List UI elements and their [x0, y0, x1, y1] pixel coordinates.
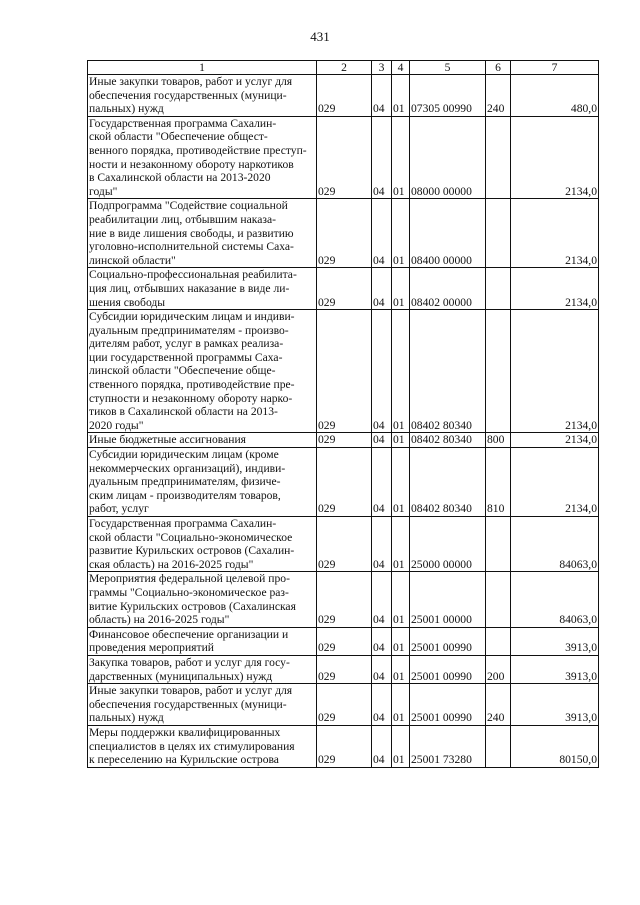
row-name: Субсидии юридическим лицам (кроме некоммерческих организаций), индиви- дуальным предпринимателям, физиче- ским лицам - производителям товаров, работ, услуг: [88, 448, 317, 517]
row-target-code: 08402 80340: [410, 448, 486, 517]
row-ministry-code: 029: [317, 433, 372, 448]
row-expense-type: 200: [486, 655, 511, 683]
row-expense-type: 810: [486, 448, 511, 517]
row-ministry-code: 029: [317, 572, 372, 627]
row-section-code: 04: [372, 268, 392, 310]
row-subsection-code: 01: [392, 448, 410, 517]
table-row: [88, 268, 599, 310]
row-subsection-code: 01: [392, 75, 410, 117]
row-name: Государственная программа Сахалин- ской области "Обеспечение общест- венного порядка, противодействие преступ- ности и незаконному обороту наркотиков в Сахалинской области на 2013-2020 годы": [88, 116, 317, 199]
row-target-code: 08400 00000: [410, 199, 486, 268]
row-amount: 2134,0: [511, 448, 599, 517]
row-section-code: 04: [372, 572, 392, 627]
table-row: [88, 310, 599, 433]
row-subsection-code: 01: [392, 655, 410, 683]
row-target-code: 25001 00990: [410, 627, 486, 655]
row-expense-type: [486, 199, 511, 268]
row-name: Иные бюджетные ассигнования: [88, 433, 317, 448]
row-ministry-code: 029: [317, 268, 372, 310]
row-target-code: 08402 80340: [410, 310, 486, 433]
header-cell-name: 1: [88, 61, 317, 75]
row-name: Государственная программа Сахалин- ской области "Социально-экономическое развитие Курильских островов (Сахалин- ская область) на 2016-2025 годы": [88, 517, 317, 572]
row-section-code: 04: [372, 655, 392, 683]
row-subsection-code: 01: [392, 572, 410, 627]
table-row: [88, 433, 599, 448]
row-expense-type: 800: [486, 433, 511, 448]
row-amount: 3913,0: [511, 627, 599, 655]
row-section-code: 04: [372, 116, 392, 199]
row-expense-type: 240: [486, 75, 511, 117]
row-section-code: 04: [372, 517, 392, 572]
row-section-code: 04: [372, 75, 392, 117]
row-amount: 3913,0: [511, 684, 599, 726]
row-expense-type: [486, 627, 511, 655]
row-subsection-code: 01: [392, 725, 410, 767]
row-section-code: 04: [372, 199, 392, 268]
row-name: Социально-профессиональная реабилита- ция лиц, отбывших наказание в виде ли- шения свободы: [88, 268, 317, 310]
row-expense-type: [486, 572, 511, 627]
budget-table: [87, 60, 599, 768]
row-target-code: 25001 00990: [410, 684, 486, 726]
row-amount: 2134,0: [511, 116, 599, 199]
page-number: 431: [310, 29, 330, 44]
row-amount: 80150,0: [511, 725, 599, 767]
row-ministry-code: 029: [317, 310, 372, 433]
row-section-code: 04: [372, 725, 392, 767]
row-ministry-code: 029: [317, 684, 372, 726]
table-row: [88, 199, 599, 268]
table-row: [88, 448, 599, 517]
row-target-code: 25001 00990: [410, 655, 486, 683]
row-expense-type: 240: [486, 684, 511, 726]
header-row: [88, 61, 599, 75]
row-ministry-code: 029: [317, 627, 372, 655]
header-cell-subsection: 4: [392, 61, 410, 75]
row-section-code: 04: [372, 684, 392, 726]
row-expense-type: [486, 725, 511, 767]
row-amount: 3913,0: [511, 655, 599, 683]
row-name: Финансовое обеспечение организации и проведения мероприятий: [88, 627, 317, 655]
header-cell-amount: 7: [511, 61, 599, 75]
row-amount: 84063,0: [511, 572, 599, 627]
row-subsection-code: 01: [392, 116, 410, 199]
row-ministry-code: 029: [317, 517, 372, 572]
header-cell-target: 5: [410, 61, 486, 75]
table-row: [88, 75, 599, 117]
row-name: Субсидии юридическим лицам и индиви- дуальным предпринимателям - произво- дителям работ, услуг в рамках реализа- ции государственной программы Саха- линской области "Обеспечение обще- ственного порядка, противодействие пре- ступности и незаконному обороту нарко- тиков в Сахалинской области на 2013- 2020 годы": [88, 310, 317, 433]
header-cell-ministry: 2: [317, 61, 372, 75]
table-row: [88, 572, 599, 627]
row-target-code: 07305 00990: [410, 75, 486, 117]
row-amount: 84063,0: [511, 517, 599, 572]
row-amount: 2134,0: [511, 433, 599, 448]
row-target-code: 25001 73280: [410, 725, 486, 767]
row-target-code: 08000 00000: [410, 116, 486, 199]
row-ministry-code: 029: [317, 725, 372, 767]
row-name: Иные закупки товаров, работ и услуг для обеспечения государственных (муници- пальных) нужд: [88, 75, 317, 117]
row-ministry-code: 029: [317, 199, 372, 268]
header-cell-type: 6: [486, 61, 511, 75]
row-subsection-code: 01: [392, 627, 410, 655]
row-ministry-code: 029: [317, 116, 372, 199]
row-amount: 2134,0: [511, 268, 599, 310]
header-cell-section: 3: [372, 61, 392, 75]
row-subsection-code: 01: [392, 310, 410, 433]
row-ministry-code: 029: [317, 448, 372, 517]
table-row: [88, 116, 599, 199]
table-body: [88, 75, 599, 768]
row-amount: 2134,0: [511, 199, 599, 268]
table-row: [88, 655, 599, 683]
row-subsection-code: 01: [392, 684, 410, 726]
row-subsection-code: 01: [392, 268, 410, 310]
row-amount: 2134,0: [511, 310, 599, 433]
row-target-code: 25001 00000: [410, 572, 486, 627]
row-name: Закупка товаров, работ и услуг для госу- дарственных (муниципальных) нужд: [88, 655, 317, 683]
row-expense-type: [486, 116, 511, 199]
row-ministry-code: 029: [317, 75, 372, 117]
row-name: Подпрограмма "Содействие социальной реабилитации лиц, отбывшим наказа- ние в виде лишения свободы, и развитию уголовно-исполнительной системы Саха- линской области": [88, 199, 317, 268]
row-name: Меры поддержки квалифицированных специалистов в целях их стимулирования к переселению на Курильские острова: [88, 725, 317, 767]
row-section-code: 04: [372, 433, 392, 448]
row-section-code: 04: [372, 448, 392, 517]
row-target-code: 08402 80340: [410, 433, 486, 448]
row-name: Мероприятия федеральной целевой про- граммы "Социально-экономическое раз- витие Курильских островов (Сахалинская область) на 2016-2025 годы": [88, 572, 317, 627]
row-section-code: 04: [372, 627, 392, 655]
row-ministry-code: 029: [317, 655, 372, 683]
table-row: [88, 684, 599, 726]
row-expense-type: [486, 517, 511, 572]
row-name: Иные закупки товаров, работ и услуг для обеспечения государственных (муници- пальных) нужд: [88, 684, 317, 726]
table-row: [88, 627, 599, 655]
row-subsection-code: 01: [392, 517, 410, 572]
row-target-code: 25000 00000: [410, 517, 486, 572]
row-section-code: 04: [372, 310, 392, 433]
row-target-code: 08402 00000: [410, 268, 486, 310]
row-subsection-code: 01: [392, 433, 410, 448]
table-row: [88, 517, 599, 572]
table-row: [88, 725, 599, 767]
row-subsection-code: 01: [392, 199, 410, 268]
row-expense-type: [486, 268, 511, 310]
row-expense-type: [486, 310, 511, 433]
row-amount: 480,0: [511, 75, 599, 117]
